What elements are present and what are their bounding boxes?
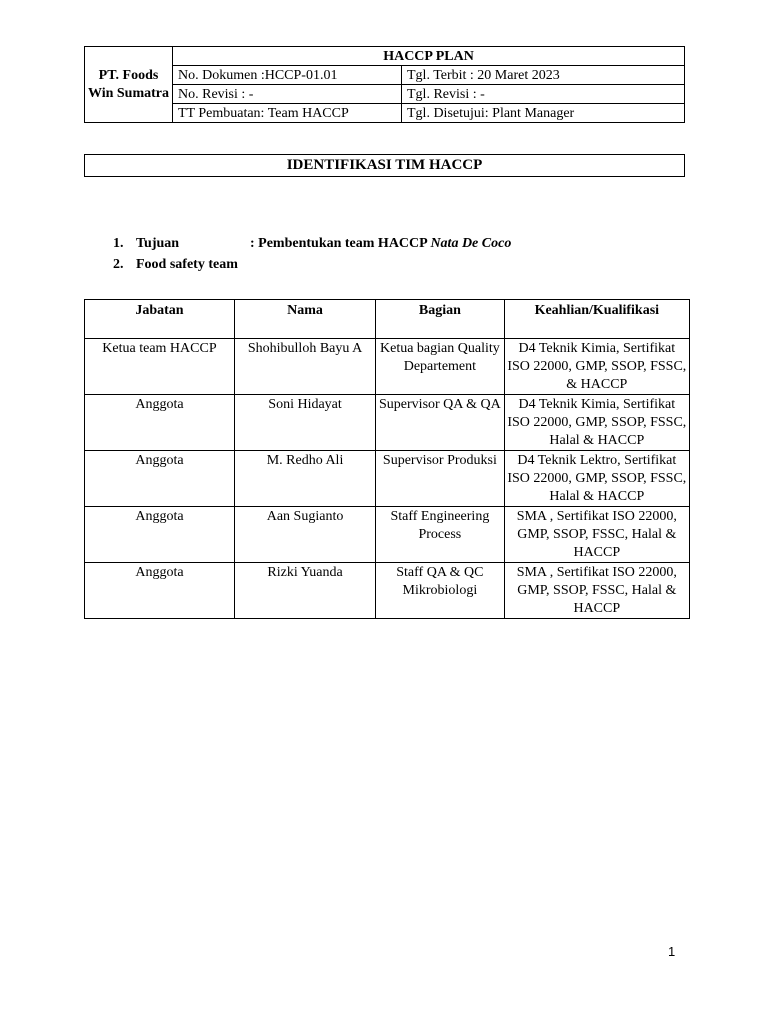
document-number: No. Dokumen :HCCP-01.01 (173, 66, 402, 85)
table-row (85, 563, 690, 619)
prepared-by: TT Pembuatan: Team HACCP (173, 104, 402, 123)
cell-nama: Rizki Yuanda (234, 563, 375, 619)
list-value-italic: Nata De Coco (430, 236, 512, 251)
list-item-food-safety-team (113, 255, 511, 276)
list-label: Food safety team (136, 257, 238, 272)
cell-keahlian: SMA , Sertifikat ISO 22000, GMP, SSOP, FSSC, Halal & HACCP (504, 563, 689, 619)
cell-jabatan: Anggota (85, 507, 235, 563)
cell-jabatan: Anggota (85, 451, 235, 507)
cell-keahlian: D4 Teknik Kimia, Sertifikat ISO 22000, GMP, SSOP, FSSC, Halal & HACCP (504, 395, 689, 451)
cell-bagian: Supervisor QA & QA (376, 395, 504, 451)
cell-keahlian: D4 Teknik Kimia, Sertifikat ISO 22000, GMP, SSOP, FSSC, & HACCP (504, 339, 689, 395)
cell-keahlian: SMA , Sertifikat ISO 22000, GMP, SSOP, FSSC, Halal & HACCP (504, 507, 689, 563)
column-header-jabatan: Jabatan (85, 300, 235, 339)
section-title: IDENTIFIKASI TIM HACCP (84, 154, 685, 177)
cell-jabatan: Anggota (85, 563, 235, 619)
cell-bagian: Staff Engineering Process (376, 507, 504, 563)
numbered-list (113, 234, 511, 276)
table-row (85, 395, 690, 451)
document-header-table (84, 46, 685, 123)
issue-date: Tgl. Terbit : 20 Maret 2023 (402, 66, 685, 85)
cell-nama: Soni Hidayat (234, 395, 375, 451)
cell-jabatan: Ketua team HACCP (85, 339, 235, 395)
list-label: Tujuan (136, 236, 180, 251)
plan-title: HACCP PLAN (173, 47, 685, 66)
table-row (85, 451, 690, 507)
cell-bagian: Staff QA & QC Mikrobiologi (376, 563, 504, 619)
column-header-keahlian: Keahlian/Kualifikasi (504, 300, 689, 339)
revision-date: Tgl. Revisi : - (402, 85, 685, 104)
list-number: 1. (113, 236, 124, 251)
approved-by: Tgl. Disetujui: Plant Manager (402, 104, 685, 123)
cell-nama: Aan Sugianto (234, 507, 375, 563)
cell-nama: Shohibulloh Bayu A (234, 339, 375, 395)
revision-number: No. Revisi : - (173, 85, 402, 104)
page-number: 1 (668, 944, 676, 959)
list-value: : Pembentukan team HACCP (250, 236, 431, 251)
cell-keahlian: D4 Teknik Lektro, Sertifikat ISO 22000, GMP, SSOP, FSSC, Halal & HACCP (504, 451, 689, 507)
company-name: PT. Foods Win Sumatra (85, 47, 173, 123)
cell-bagian: Ketua bagian Quality Departement (376, 339, 504, 395)
cell-bagian: Supervisor Produksi (376, 451, 504, 507)
team-table (84, 299, 690, 619)
list-item-purpose (113, 234, 511, 255)
table-row (85, 507, 690, 563)
list-number: 2. (113, 257, 124, 272)
cell-jabatan: Anggota (85, 395, 235, 451)
table-row (85, 339, 690, 395)
cell-nama: M. Redho Ali (234, 451, 375, 507)
table-header-row (85, 300, 690, 339)
column-header-nama: Nama (234, 300, 375, 339)
column-header-bagian: Bagian (376, 300, 504, 339)
